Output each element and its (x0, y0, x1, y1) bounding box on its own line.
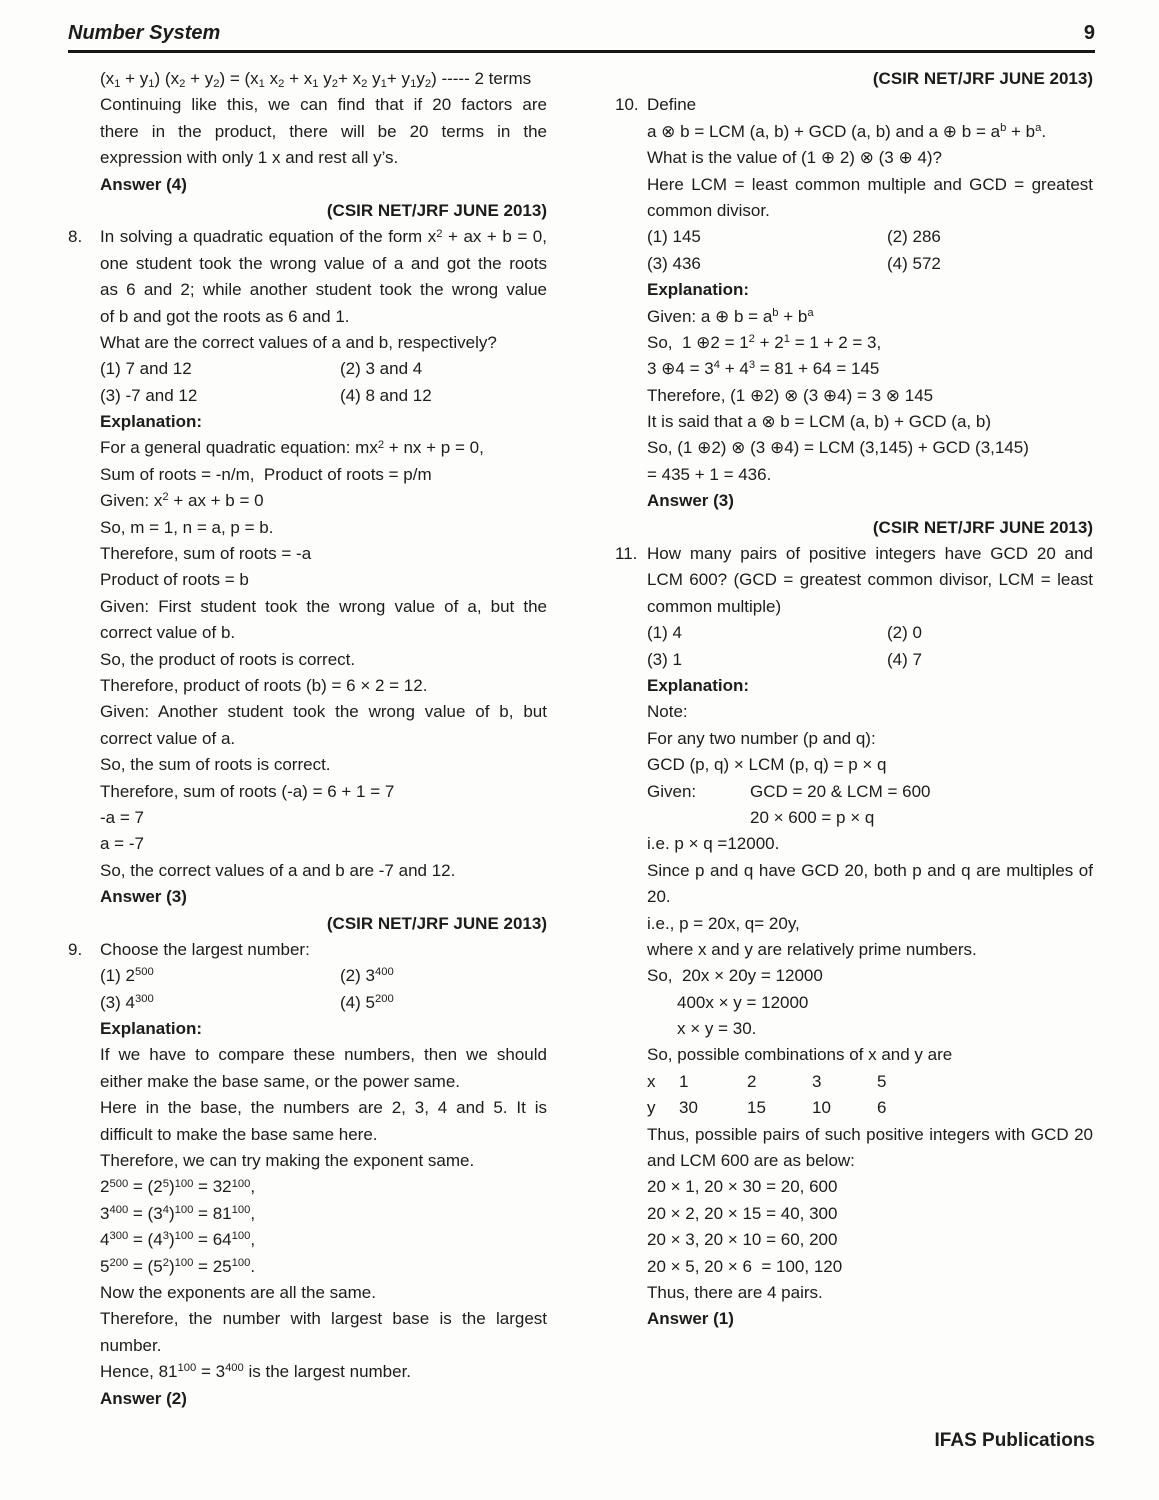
subscript: 2 (213, 78, 220, 91)
subscript: 1 (380, 78, 387, 91)
text-line: For any two number (p and q): (647, 728, 876, 748)
answer-line: Answer (2) (100, 1388, 187, 1408)
text-line: Therefore, (1 ⊕2) ⊗ (3 ⊕4) = 3 ⊗ 145 (647, 385, 934, 405)
superscript: 2 (162, 1256, 169, 1269)
answer-option: (3) 1 (647, 649, 682, 669)
subscript: 2 (179, 78, 186, 91)
answer-option: (1) $2^{500}$ (100, 966, 154, 986)
table-cell: 5 (877, 1071, 887, 1091)
source-line: (CSIR NET/JRF JUNE 2013) (872, 517, 1093, 537)
question-number: 9. (68, 939, 83, 959)
superscript: 100 (174, 1203, 194, 1216)
answer-option: (2) $3^{400}$ (340, 966, 394, 986)
text-line: What is the value of (1 ⊕ 2) ⊗ (3 ⊕ 4)? (647, 148, 943, 168)
left-column-text (68, 66, 547, 1412)
text-line: Thus, possible pairs of such positive integers with GCD 20 (647, 1124, 1093, 1144)
superscript: 500 (109, 1177, 129, 1190)
superscript: 200 (109, 1256, 129, 1269)
chapter-title: Number System (68, 22, 221, 44)
text-line: So, the sum of roots is correct. (100, 755, 331, 775)
superscript: 100 (174, 1256, 194, 1269)
answer-option: (4) $5^{200}$ (340, 992, 394, 1012)
question-number: 10. (615, 95, 639, 115)
subscript: 1 (312, 78, 319, 91)
table-cell: 15 (747, 1098, 766, 1118)
text-line: where x and y are relatively prime numbers. (647, 939, 977, 959)
text-line: there in the product, there will be 20 terms in the (100, 121, 547, 141)
text-line: either make the base same, or the power same. (100, 1071, 461, 1091)
text-line: 20 × 5, 20 × 6 = 100, 120 (647, 1256, 843, 1276)
superscript: 100 (231, 1230, 251, 1243)
subscript: 2 (424, 78, 432, 91)
text-line: Product of roots = b (100, 570, 249, 590)
superscript: a (1035, 121, 1042, 134)
question-number: 11. (615, 544, 638, 564)
table-cell: 6 (877, 1098, 887, 1118)
text-line: So, the correct values of a and b are -7 and 12. (100, 860, 456, 880)
superscript: 500 (134, 966, 154, 979)
text-line: 20. (647, 887, 671, 907)
table-cell: GCD = 20 & LCM = 600 (750, 781, 931, 801)
text-line: 20 × 2, 20 × 15 = 40, 300 (647, 1203, 838, 1223)
superscript: 2 (748, 333, 755, 346)
answer-option: (1) 7 and 12 (100, 359, 192, 379)
superscript: 100 (174, 1177, 194, 1190)
table-row (647, 1095, 1093, 1121)
answer-line: Answer (3) (647, 491, 734, 511)
answer-line: Answer (1) (647, 1309, 734, 1329)
source-line: (CSIR NET/JRF JUNE 2013) (326, 913, 547, 933)
table-cell: 2 (747, 1071, 757, 1091)
subscript: 1 (410, 78, 417, 91)
table-cell: x (647, 1071, 656, 1091)
question-line: 8. In solving a quadratic equation of the form $x^2$ + ax + b = 0, (100, 224, 547, 250)
text-line: x × y = 30. (677, 1019, 757, 1039)
table-cell: 3 (812, 1071, 822, 1091)
text-line: 20 × 600 = p × q (750, 807, 875, 827)
text-line: and LCM 600 are as below: (647, 1151, 855, 1171)
text-line: Given: Another student took the wrong value of b, but (100, 702, 547, 722)
text-line: expression with only 1 x and rest all y’s. (100, 148, 399, 168)
text-line: Here LCM = least common multiple and GCD = greatest (647, 174, 1093, 194)
table-cell: 10 (812, 1098, 831, 1118)
answer-option: (3) 436 (647, 253, 701, 273)
table-cell: y (647, 1098, 656, 1118)
superscript: 100 (174, 1230, 194, 1243)
answer-option: (2) 286 (887, 227, 941, 247)
superscript: 3 (162, 1230, 169, 1243)
text-line: one student took the wrong value of a and got the roots (100, 253, 547, 273)
text-line: Given: $x^2$ + ax + b = 0 (100, 491, 264, 511)
publisher-footer: IFAS Publications (934, 1430, 1095, 1451)
text-line: 20 × 3, 20 × 10 = 60, 200 (647, 1230, 838, 1250)
right-column-text (615, 66, 1093, 1333)
answer-option: (1) 4 (647, 623, 682, 643)
subscript: 1 (258, 78, 265, 91)
text-line: Therefore, sum of roots = -a (100, 544, 312, 564)
answer-option: (4) 8 and 12 (340, 385, 432, 405)
superscript: a (807, 306, 814, 319)
text-line: Hence, $81^{100} = 3^{400}$ is the largest number. (100, 1362, 412, 1382)
text-line: common divisor. (647, 200, 770, 220)
text-line: 20 × 1, 20 × 30 = 20, 600 (647, 1177, 838, 1197)
text-line: So, possible combinations of x and y are (647, 1045, 953, 1065)
page-header (68, 0, 1095, 53)
text-line: If we have to compare these numbers, then we should (100, 1045, 547, 1065)
text-line: So, 20x × 20y = 12000 (647, 966, 823, 986)
explanation-heading: Explanation: (647, 675, 750, 695)
superscript: 100 (177, 1362, 197, 1375)
options-row (647, 647, 1093, 673)
text-line: (x1 + y1) (x2 + y2) = (x1 x2 + x1 y2+ x2 y1+ y1y2) ----- 2 terms (100, 69, 532, 91)
text-line: $3^{400} = (3^4)^{100} = 81^{100}$, (100, 1203, 256, 1223)
superscript: 200 (374, 992, 394, 1005)
table-row (647, 779, 1093, 805)
subscript: 2 (278, 78, 285, 91)
table-cell: 30 (679, 1098, 698, 1118)
options-row (647, 620, 1093, 646)
source-line: (CSIR NET/JRF JUNE 2013) (326, 200, 547, 220)
answer-line: Answer (4) (100, 174, 187, 194)
superscript: 2 (436, 227, 443, 240)
superscript: 4 (713, 359, 720, 372)
text-line: So, (1 ⊕2) ⊗ (3 ⊕4) = LCM (3,145) + GCD (3,145) (647, 438, 1029, 458)
text-line: Sum of roots = -n/m, Product of roots = p/m (100, 464, 432, 484)
text-line: 400x × y = 12000 (677, 992, 809, 1012)
text-line: Therefore, product of roots (b) = 6 × 2 = 12. (100, 675, 428, 695)
superscript: 100 (231, 1256, 251, 1269)
text-line: So, m = 1, n = a, p = b. (100, 517, 274, 537)
answer-option: (3) $4^{300}$ (100, 992, 154, 1012)
superscript: 400 (109, 1203, 129, 1216)
text-line: Thus, there are 4 pairs. (647, 1282, 823, 1302)
answer-option: (2) 0 (887, 623, 922, 643)
text-line: For a general quadratic equation: $mx^2$ + nx + p = 0, (100, 438, 484, 458)
text-line: So, 1 ⊕2 = $1^2 + 2^1 = 1 + 2 = 3$, (647, 332, 882, 352)
text-line: -a = 7 (100, 807, 144, 827)
text-line: Given: a ⊕ $b = a^b + b^a$ (647, 306, 814, 326)
text-line: a = -7 (100, 834, 144, 854)
subscript: 1 (148, 78, 155, 91)
superscript: 100 (231, 1203, 251, 1216)
superscript: 400 (374, 966, 394, 979)
text-line: 3 ⊕4 = $3^4 + 4^3 = 81 + 64 = 145$ (647, 359, 880, 379)
text-line: $2^{500} = (2^5)^{100} = 32^{100}$, (100, 1177, 256, 1197)
explanation-heading: Explanation: (100, 1019, 203, 1039)
answer-option: (2) 3 and 4 (340, 359, 423, 379)
text-line: Continuing like this, we can find that if 20 factors are (100, 95, 547, 115)
text-line: $5^{200} = (5^2)^{100} = 25^{100}$. (100, 1256, 256, 1276)
text-line: What are the correct values of a and b, respectively? (100, 332, 497, 352)
text-line: correct value of a. (100, 728, 236, 748)
question-line: 9. Choose the largest number: (100, 937, 547, 963)
answer-option: (1) 145 (647, 227, 701, 247)
text-line: Now the exponents are all the same. (100, 1282, 376, 1302)
options-row (100, 356, 547, 382)
superscript: 4 (162, 1203, 169, 1216)
text-line: So, the product of roots is correct. (100, 649, 356, 669)
text-line: as 6 and 2; while another student took the wrong value (100, 280, 547, 300)
question-number: 8. (68, 227, 83, 247)
text-line: difficult to make the base same here. (100, 1124, 378, 1144)
answer-option: (4) 572 (887, 253, 941, 273)
superscript: 2 (377, 438, 385, 451)
options-row (100, 990, 547, 1016)
superscript: 1 (783, 333, 791, 346)
text-line: GCD (p, q) × LCM (p, q) = p × q (647, 755, 887, 775)
table-cell: Given: (647, 781, 697, 801)
explanation-heading: Explanation: (100, 412, 203, 432)
subscript: 2 (361, 78, 368, 91)
superscript: b (1000, 121, 1007, 134)
question-line: 10. Define (647, 92, 1093, 118)
table-row (647, 1069, 1093, 1095)
options-row (100, 383, 547, 409)
text-line: of b and got the roots as 6 and 1. (100, 306, 350, 326)
superscript: 2 (162, 491, 169, 504)
superscript: 3 (748, 359, 756, 372)
text-line: Since p and q have GCD 20, both p and q are multiples of (647, 860, 1093, 880)
answer-option: (3) -7 and 12 (100, 385, 198, 405)
left-column (68, 66, 547, 1412)
explanation-heading: Explanation: (647, 280, 750, 300)
answer-line: Answer (3) (100, 887, 187, 907)
text-line: LCM 600? (GCD = greatest common divisor, LCM = least (647, 570, 1093, 590)
text-line: Note: (647, 702, 688, 722)
text-line: It is said that a ⊗ b = LCM (a, b) + GCD (a, b) (647, 412, 991, 432)
page-number: 9 (1083, 22, 1095, 44)
superscript: b (772, 306, 779, 319)
superscript: 300 (134, 992, 154, 1005)
superscript: 300 (109, 1230, 129, 1243)
options-row (100, 963, 547, 989)
text-line: $4^{300} = (4^3)^{100} = 64^{100}$, (100, 1230, 256, 1250)
text-line: Given: First student took the wrong value of a, but the (100, 596, 547, 616)
text-line: a ⊗ b = LCM (a, b) + GCD (a, b) and a ⊕ $b = a^b + b^a$. (647, 121, 1047, 141)
superscript: 100 (231, 1177, 251, 1190)
answer-option: (4) 7 (887, 649, 922, 669)
text-line: Therefore, we can try making the exponent same. (100, 1151, 475, 1171)
question-line: 11. How many pairs of positive integers have GCD 20 and (647, 541, 1093, 567)
options-row (647, 224, 1093, 250)
page-content (68, 66, 1093, 1412)
source-line: (CSIR NET/JRF JUNE 2013) (872, 69, 1093, 88)
subscript: 2 (331, 78, 339, 91)
table-cell: 1 (679, 1071, 689, 1091)
subscript: 1 (114, 78, 121, 91)
text-line: Here in the base, the numbers are 2, 3, 4 and 5. It is (100, 1098, 547, 1118)
text-line: Therefore, the number with largest base is the largest (100, 1309, 547, 1329)
options-row (647, 251, 1093, 277)
text-line: i.e. p × q =12000. (647, 834, 780, 854)
text-line: i.e., p = 20x, q= 20y, (647, 913, 800, 933)
text-line: correct value of b. (100, 623, 236, 643)
text-line: common multiple) (647, 596, 782, 616)
text-line: number. (100, 1335, 162, 1355)
superscript: 400 (225, 1362, 244, 1375)
right-column (615, 66, 1093, 1412)
text-line: Therefore, sum of roots (-a) = 6 + 1 = 7 (100, 781, 395, 801)
superscript: 5 (162, 1177, 169, 1190)
text-line: = 435 + 1 = 436. (647, 464, 772, 484)
